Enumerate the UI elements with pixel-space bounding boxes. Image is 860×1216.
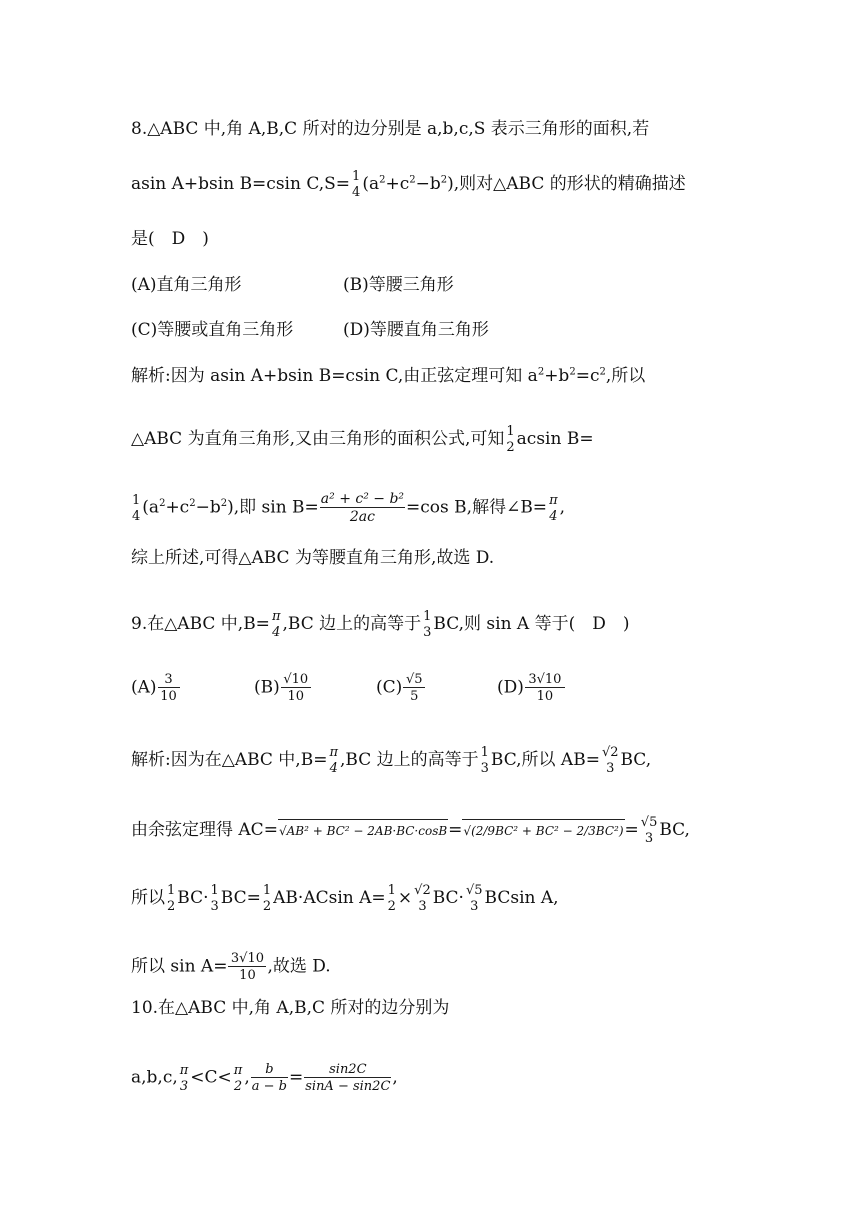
q8-stem-line1: 8.△ABC 中,角 A,B,C 所对的边分别是 a,b,c,S 表示三角形的面积,若 xyxy=(131,119,650,139)
q8-option-c: (C)等腰或直角三角形 xyxy=(131,320,294,340)
q9-solution-line1: 解析:因为在△ABC 中,B= π 4 ,BC 边上的高等于 1 3 BC,所以 AB= √2 3 BC, xyxy=(131,745,652,776)
q9-solution-line2: 由余弦定理得 AC=√AB² + BC² − 2AB·BC·cosB=√(2/9BC² + BC² − 2/3BC²)= √5 3 BC, xyxy=(131,815,690,846)
q8-option-a: (A)直角三角形 xyxy=(131,275,242,295)
q8-solution-line1: 解析:因为 asin A+bsin B=csin C,由正弦定理可知 $a^2+b^2=c^2$,所以 xyxy=(131,366,646,386)
q8-option-b: (B)等腰三角形 xyxy=(343,275,454,295)
q8-stem-line3: 是( D ) xyxy=(131,229,209,249)
q9-stem: 9.在△ABC 中,B= π 4 ,BC 边上的高等于 1 3 BC,则 sin A 等于( D ) xyxy=(131,609,630,640)
q8-fraction: 1 2 xyxy=(506,424,515,455)
q8-stem-line2: asin A+bsin B=csin C,S= 1 4 $(a^2+c^2-b^2)$,则对△ABC 的形状的精确描述 xyxy=(131,169,686,200)
q9-option-c: (C) $\frac{√5}{5}$ xyxy=(376,673,426,703)
q9-solution-line3: 所以 1 2 BC· 1 3 BC= 1 2 AB·ACsin A= 1 2 × √2 3 BC· √5 3 BCsin A, xyxy=(131,883,559,914)
q8-solution-line3: 1 4 $(a^2+c^2-b^2)$,即 sin B= $\frac{\text{a² + c² − b²}}{2ac}$ =cos B,解得∠B= π 4 , xyxy=(132,491,566,525)
q8-option-d: (D)等腰直角三角形 xyxy=(343,320,489,340)
q10-stem-line1: 10.在△ABC 中,角 A,B,C 所对的边分别为 xyxy=(131,998,450,1018)
q9-fraction: 1 3 xyxy=(423,609,432,640)
q9-sqrt-expression: √AB² + BC² − 2AB·BC·cosB xyxy=(278,819,448,842)
q9-option-d: (D) $\frac{3√10}{10}$ xyxy=(497,673,566,703)
q8-solution-line2: △ABC 为直角三角形,又由三角形的面积公式,可知 1 2 acsin B= xyxy=(131,424,594,455)
q9-option-a: (A) $\frac{3}{10}$ xyxy=(131,673,181,703)
q9-option-b: (B) $\frac{√10}{10}$ xyxy=(254,673,312,703)
q8-fraction: 1 4 xyxy=(132,492,141,524)
q8-pi-fraction: π 4 xyxy=(549,492,558,524)
q8-text: asin A+bsin B=csin C,S= xyxy=(131,174,351,194)
q8-fraction: 1 4 xyxy=(352,169,361,200)
q8-cosine-fraction: $\frac{\text{a² + c² − b²}}{2ac}$ xyxy=(320,491,405,525)
q9-sqrt-expression: √(2/9BC² + BC² − 2/3BC²) xyxy=(462,819,624,842)
q10-stem-line2: a,b,c, π 3 <C< π 2 , $\frac{b}{a - b}$ = $\frac{\sin 2C}{\sin A - \sin 2C}$ , xyxy=(131,1062,398,1094)
q9-pi-fraction: π 4 xyxy=(271,609,281,640)
q9-solution-line4: 所以 sin A= $\frac{3√10}{10}$ ,故选 D. xyxy=(131,951,331,983)
q8-solution-line4: 综上所述,可得△ABC 为等腰直角三角形,故选 D. xyxy=(131,548,495,568)
